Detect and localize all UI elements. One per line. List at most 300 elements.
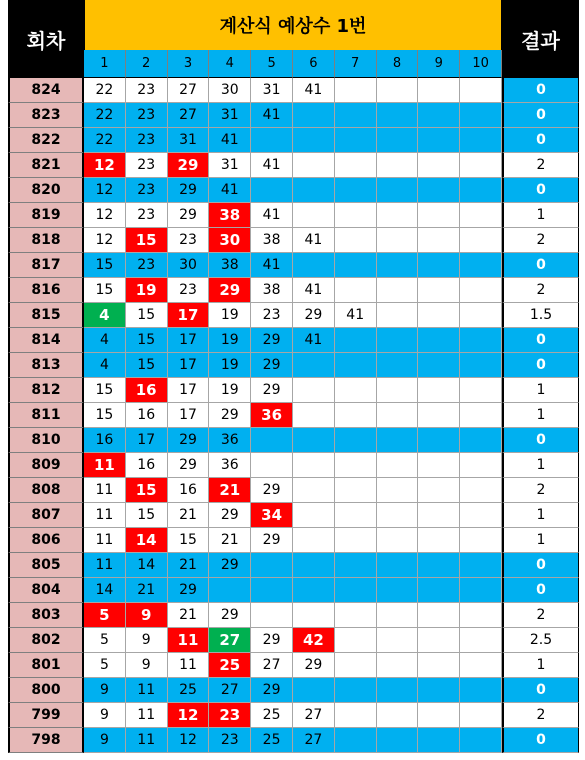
- number-cell: [251, 128, 293, 153]
- number-cell: [251, 578, 293, 603]
- number-cell: [377, 78, 419, 103]
- number-cell: [460, 428, 502, 453]
- number-cell: [460, 728, 502, 753]
- number-cell: [418, 128, 460, 153]
- number-cell: 11: [84, 528, 126, 553]
- number-cell: 15: [126, 303, 168, 328]
- number-cell: [460, 703, 502, 728]
- number-cell: 29: [168, 178, 210, 203]
- number-cell: 23: [126, 128, 168, 153]
- number-cell: [293, 603, 335, 628]
- number-cell: 12: [168, 728, 210, 753]
- number-cell: 29: [293, 653, 335, 678]
- number-cell: [418, 153, 460, 178]
- number-cell: [377, 353, 419, 378]
- number-cell: [335, 478, 377, 503]
- result-cell: 0: [502, 578, 579, 603]
- number-cell: [460, 328, 502, 353]
- number-cell: 31: [251, 78, 293, 103]
- matched-number-cell: 42: [293, 628, 335, 653]
- number-cell: 41: [293, 228, 335, 253]
- round-number: 824: [8, 78, 84, 103]
- matched-number-cell: 5: [84, 603, 126, 628]
- round-number: 805: [8, 553, 84, 578]
- column-header-2: 2: [126, 50, 168, 78]
- number-cell: [293, 178, 335, 203]
- result-cell: 2: [502, 278, 579, 303]
- number-cell: [335, 703, 377, 728]
- number-cell: [293, 553, 335, 578]
- number-cell: [335, 728, 377, 753]
- number-cell: 27: [209, 678, 251, 703]
- result-cell: 0: [502, 428, 579, 453]
- result-cell: 1: [502, 528, 579, 553]
- number-cell: 29: [168, 428, 210, 453]
- matched-number-cell: 14: [126, 528, 168, 553]
- number-cell: 9: [84, 703, 126, 728]
- number-cell: [377, 103, 419, 128]
- number-cell: [377, 528, 419, 553]
- number-cell: [418, 503, 460, 528]
- number-cell: 41: [251, 253, 293, 278]
- number-cell: [293, 253, 335, 278]
- number-cell: 9: [126, 653, 168, 678]
- number-cell: [418, 528, 460, 553]
- round-number: 820: [8, 178, 84, 203]
- number-cell: 41: [209, 178, 251, 203]
- round-number: 823: [8, 103, 84, 128]
- number-cell: 23: [126, 153, 168, 178]
- number-cell: 12: [84, 228, 126, 253]
- result-cell: 1: [502, 378, 579, 403]
- result-cell: 0: [502, 78, 579, 103]
- number-cell: 9: [84, 678, 126, 703]
- number-cell: [418, 628, 460, 653]
- matched-number-cell: 15: [126, 228, 168, 253]
- number-cell: [418, 253, 460, 278]
- number-cell: [418, 453, 460, 478]
- round-number: 810: [8, 428, 84, 453]
- number-cell: [418, 228, 460, 253]
- number-cell: 21: [126, 578, 168, 603]
- number-cell: [460, 453, 502, 478]
- number-cell: [460, 253, 502, 278]
- matched-number-cell: 25: [209, 653, 251, 678]
- number-cell: [377, 628, 419, 653]
- number-cell: 15: [84, 378, 126, 403]
- result-cell: 1: [502, 503, 579, 528]
- number-cell: 11: [126, 703, 168, 728]
- result-cell: 1: [502, 653, 579, 678]
- number-cell: [418, 303, 460, 328]
- number-cell: [335, 628, 377, 653]
- number-cell: [251, 453, 293, 478]
- number-cell: [377, 603, 419, 628]
- number-cell: [335, 278, 377, 303]
- round-number: 821: [8, 153, 84, 178]
- column-header-1: 1: [84, 50, 126, 78]
- column-header-9: 9: [418, 50, 460, 78]
- result-cell: 0: [502, 353, 579, 378]
- round-number: 801: [8, 653, 84, 678]
- number-cell: 12: [84, 178, 126, 203]
- number-cell: 19: [209, 353, 251, 378]
- number-cell: [377, 578, 419, 603]
- number-cell: 17: [126, 428, 168, 453]
- number-cell: [377, 403, 419, 428]
- number-cell: 41: [335, 303, 377, 328]
- round-number: 802: [8, 628, 84, 653]
- number-cell: [377, 203, 419, 228]
- number-cell: [377, 703, 419, 728]
- number-cell: 14: [84, 578, 126, 603]
- number-cell: [460, 78, 502, 103]
- result-cell: 1.5: [502, 303, 579, 328]
- number-cell: [335, 653, 377, 678]
- number-cell: 29: [168, 453, 210, 478]
- number-cell: [335, 178, 377, 203]
- number-cell: 9: [126, 628, 168, 653]
- result-cell: 0: [502, 553, 579, 578]
- number-cell: 17: [168, 328, 210, 353]
- number-cell: 29: [293, 303, 335, 328]
- number-cell: [377, 328, 419, 353]
- matched-number-cell: 12: [84, 153, 126, 178]
- number-cell: 23: [126, 253, 168, 278]
- number-cell: [377, 278, 419, 303]
- number-cell: 29: [251, 328, 293, 353]
- number-cell: 11: [84, 553, 126, 578]
- matched-number-cell: 34: [251, 503, 293, 528]
- number-cell: [377, 503, 419, 528]
- number-cell: [293, 153, 335, 178]
- number-cell: [377, 678, 419, 703]
- number-cell: [460, 153, 502, 178]
- number-cell: [418, 378, 460, 403]
- number-cell: [335, 228, 377, 253]
- number-cell: 11: [84, 503, 126, 528]
- number-cell: [418, 478, 460, 503]
- number-cell: 36: [209, 428, 251, 453]
- round-number: 819: [8, 203, 84, 228]
- number-cell: [460, 503, 502, 528]
- number-cell: [335, 403, 377, 428]
- number-cell: 15: [168, 528, 210, 553]
- number-cell: [460, 628, 502, 653]
- number-cell: [460, 103, 502, 128]
- number-cell: 15: [84, 403, 126, 428]
- number-cell: [377, 153, 419, 178]
- round-number: 809: [8, 453, 84, 478]
- result-header: 결과: [502, 0, 579, 78]
- number-cell: [293, 453, 335, 478]
- number-cell: 41: [251, 203, 293, 228]
- number-cell: 23: [209, 728, 251, 753]
- number-cell: 15: [84, 278, 126, 303]
- number-cell: 27: [168, 103, 210, 128]
- matched-number-cell: 36: [251, 403, 293, 428]
- round-number: 807: [8, 503, 84, 528]
- number-cell: 27: [293, 703, 335, 728]
- result-cell: 1: [502, 453, 579, 478]
- result-cell: 2: [502, 603, 579, 628]
- number-cell: [460, 203, 502, 228]
- number-cell: [293, 103, 335, 128]
- number-cell: [377, 178, 419, 203]
- number-cell: [293, 203, 335, 228]
- round-number: 798: [8, 728, 84, 753]
- result-cell: 2: [502, 478, 579, 503]
- number-cell: 29: [209, 553, 251, 578]
- number-cell: 22: [84, 128, 126, 153]
- number-cell: [418, 428, 460, 453]
- result-cell: 2: [502, 153, 579, 178]
- result-cell: 0: [502, 178, 579, 203]
- number-cell: 17: [168, 403, 210, 428]
- column-header-6: 6: [293, 50, 335, 78]
- number-cell: [335, 578, 377, 603]
- number-cell: [335, 553, 377, 578]
- number-cell: 19: [209, 303, 251, 328]
- column-header-3: 3: [168, 50, 210, 78]
- number-cell: [460, 578, 502, 603]
- number-cell: 29: [251, 678, 293, 703]
- number-cell: 29: [251, 478, 293, 503]
- number-cell: [335, 603, 377, 628]
- number-cell: [418, 103, 460, 128]
- column-header-8: 8: [377, 50, 419, 78]
- number-cell: 38: [251, 278, 293, 303]
- number-cell: 16: [84, 428, 126, 453]
- number-cell: 29: [168, 203, 210, 228]
- number-cell: 22: [84, 103, 126, 128]
- number-cell: 23: [126, 203, 168, 228]
- number-cell: [293, 578, 335, 603]
- number-cell: 23: [126, 178, 168, 203]
- number-cell: [377, 128, 419, 153]
- column-header-4: 4: [209, 50, 251, 78]
- number-cell: 16: [126, 403, 168, 428]
- result-cell: 1: [502, 203, 579, 228]
- number-cell: 23: [168, 278, 210, 303]
- number-cell: [377, 653, 419, 678]
- number-cell: 5: [84, 628, 126, 653]
- number-cell: 38: [209, 253, 251, 278]
- number-cell: [335, 503, 377, 528]
- number-cell: 41: [293, 328, 335, 353]
- number-cell: [418, 203, 460, 228]
- matched-number-cell: 11: [84, 453, 126, 478]
- number-cell: [377, 478, 419, 503]
- number-cell: 27: [251, 653, 293, 678]
- number-cell: 38: [251, 228, 293, 253]
- number-cell: [460, 603, 502, 628]
- round-number: 806: [8, 528, 84, 553]
- number-cell: [377, 378, 419, 403]
- number-cell: [377, 228, 419, 253]
- number-cell: 25: [168, 678, 210, 703]
- number-cell: 17: [168, 353, 210, 378]
- number-cell: [460, 478, 502, 503]
- result-cell: 2: [502, 228, 579, 253]
- matched-number-cell: 29: [168, 153, 210, 178]
- number-cell: [460, 678, 502, 703]
- number-cell: 41: [209, 128, 251, 153]
- matched-number-cell: 4: [84, 303, 126, 328]
- round-number: 815: [8, 303, 84, 328]
- number-cell: [377, 728, 419, 753]
- number-cell: 25: [251, 703, 293, 728]
- round-number: 811: [8, 403, 84, 428]
- matched-number-cell: 16: [126, 378, 168, 403]
- result-cell: 2.5: [502, 628, 579, 653]
- number-cell: [251, 428, 293, 453]
- number-cell: [251, 178, 293, 203]
- number-cell: [418, 178, 460, 203]
- number-cell: 5: [84, 653, 126, 678]
- number-cell: [418, 553, 460, 578]
- number-cell: 15: [126, 353, 168, 378]
- round-number: 822: [8, 128, 84, 153]
- round-number: 800: [8, 678, 84, 703]
- number-cell: 4: [84, 353, 126, 378]
- number-cell: [377, 428, 419, 453]
- number-cell: [335, 378, 377, 403]
- number-cell: [460, 303, 502, 328]
- number-cell: [377, 553, 419, 578]
- number-cell: [293, 503, 335, 528]
- result-cell: 0: [502, 328, 579, 353]
- number-cell: 29: [251, 528, 293, 553]
- matched-number-cell: 30: [209, 228, 251, 253]
- result-cell: 0: [502, 128, 579, 153]
- number-cell: [418, 328, 460, 353]
- number-cell: 15: [126, 328, 168, 353]
- number-cell: 11: [126, 678, 168, 703]
- number-cell: [335, 203, 377, 228]
- number-cell: [460, 278, 502, 303]
- number-cell: [460, 128, 502, 153]
- round-number: 814: [8, 328, 84, 353]
- number-cell: 29: [251, 628, 293, 653]
- number-cell: [335, 128, 377, 153]
- number-cell: 27: [293, 728, 335, 753]
- number-cell: 23: [126, 78, 168, 103]
- number-cell: 14: [126, 553, 168, 578]
- number-cell: 12: [84, 203, 126, 228]
- round-number: 808: [8, 478, 84, 503]
- matched-number-cell: 27: [209, 628, 251, 653]
- number-cell: 31: [209, 153, 251, 178]
- number-cell: 21: [168, 503, 210, 528]
- number-cell: [377, 253, 419, 278]
- table-title: 계산식 예상수 1번: [84, 0, 502, 50]
- number-cell: [460, 528, 502, 553]
- number-cell: [460, 553, 502, 578]
- number-cell: [418, 78, 460, 103]
- number-cell: 29: [168, 578, 210, 603]
- number-cell: [293, 353, 335, 378]
- number-cell: [418, 653, 460, 678]
- number-cell: [335, 453, 377, 478]
- number-cell: [335, 253, 377, 278]
- number-cell: 29: [209, 503, 251, 528]
- number-cell: 31: [209, 103, 251, 128]
- number-cell: 21: [168, 603, 210, 628]
- number-cell: [460, 353, 502, 378]
- matched-number-cell: 29: [209, 278, 251, 303]
- number-cell: [418, 403, 460, 428]
- result-cell: 1: [502, 403, 579, 428]
- number-cell: [335, 103, 377, 128]
- number-cell: 22: [84, 78, 126, 103]
- number-cell: [377, 453, 419, 478]
- number-cell: [335, 328, 377, 353]
- number-cell: [460, 403, 502, 428]
- matched-number-cell: 23: [209, 703, 251, 728]
- number-cell: [251, 553, 293, 578]
- round-number: 804: [8, 578, 84, 603]
- round-number: 812: [8, 378, 84, 403]
- matched-number-cell: 21: [209, 478, 251, 503]
- number-cell: 23: [251, 303, 293, 328]
- number-cell: [293, 528, 335, 553]
- number-cell: 11: [84, 478, 126, 503]
- number-cell: [460, 178, 502, 203]
- number-cell: [460, 228, 502, 253]
- number-cell: 29: [251, 378, 293, 403]
- number-cell: [335, 78, 377, 103]
- matched-number-cell: 17: [168, 303, 210, 328]
- round-number: 816: [8, 278, 84, 303]
- number-cell: [335, 428, 377, 453]
- number-cell: 17: [168, 378, 210, 403]
- number-cell: [377, 303, 419, 328]
- number-cell: 4: [84, 328, 126, 353]
- matched-number-cell: 11: [168, 628, 210, 653]
- number-cell: 27: [168, 78, 210, 103]
- number-cell: 23: [126, 103, 168, 128]
- column-header-10: 10: [460, 50, 502, 78]
- matched-number-cell: 15: [126, 478, 168, 503]
- number-cell: [293, 428, 335, 453]
- number-cell: [460, 378, 502, 403]
- result-cell: 0: [502, 678, 579, 703]
- number-cell: 11: [126, 728, 168, 753]
- number-cell: 15: [126, 503, 168, 528]
- number-cell: [418, 678, 460, 703]
- number-cell: [293, 478, 335, 503]
- round-number: 817: [8, 253, 84, 278]
- number-cell: 9: [84, 728, 126, 753]
- number-cell: 15: [84, 253, 126, 278]
- number-cell: [293, 678, 335, 703]
- number-cell: 23: [168, 228, 210, 253]
- matched-number-cell: 9: [126, 603, 168, 628]
- number-cell: 21: [168, 553, 210, 578]
- number-cell: 29: [251, 353, 293, 378]
- number-cell: [335, 153, 377, 178]
- number-cell: 19: [209, 328, 251, 353]
- number-cell: 41: [251, 103, 293, 128]
- number-cell: [209, 578, 251, 603]
- number-cell: [293, 378, 335, 403]
- number-cell: [293, 403, 335, 428]
- number-cell: 31: [168, 128, 210, 153]
- number-cell: [335, 678, 377, 703]
- number-cell: [460, 653, 502, 678]
- round-number: 818: [8, 228, 84, 253]
